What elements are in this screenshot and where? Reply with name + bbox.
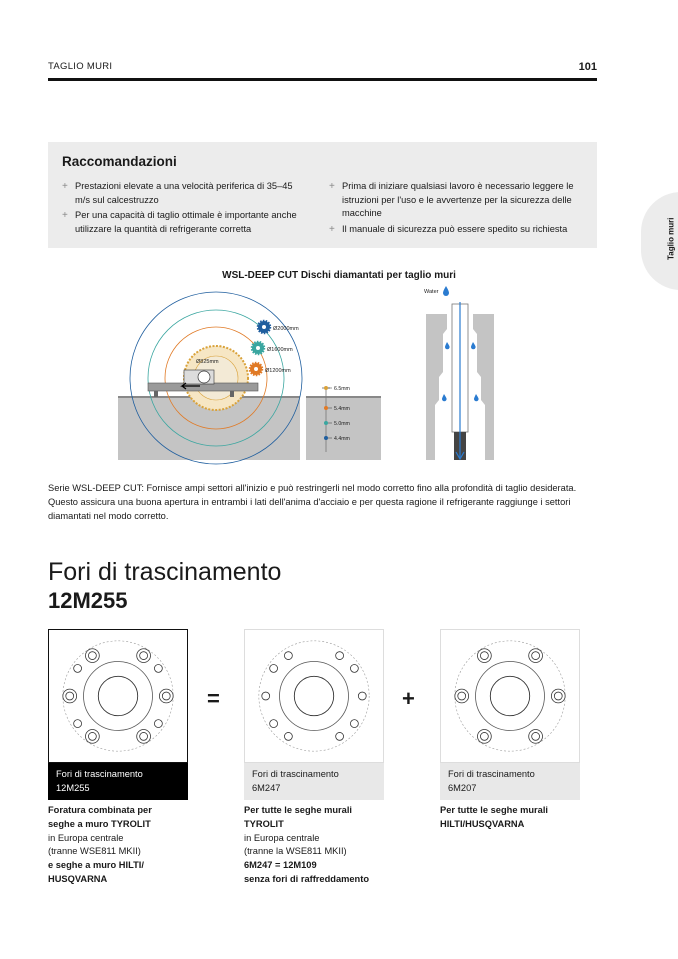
card-12m255[interactable] xyxy=(48,629,188,800)
plus-sign: + xyxy=(402,686,415,711)
card-label: Fori di trascinamento 6M207 xyxy=(440,763,580,800)
label-d1200: Ø1200mm xyxy=(265,368,291,374)
concrete-surface xyxy=(306,396,381,398)
recommendation-item: + Prima di iniziare qualsiasi lavoro è necessario leggere le istruzioni per l'uso e le avvertenze per la sicurezza delle macchine xyxy=(329,180,591,221)
drive-holes-6m247 xyxy=(244,629,384,763)
card-description-6m247: Per tutte le seghe murali TYROLIT in Europa centrale (tranne la WSE811 MKII) 6M247 = 12M109 senza fori di raffreddamento xyxy=(244,805,370,884)
gear-icon-2000 xyxy=(258,321,270,333)
label-d1600: Ø1600mm xyxy=(267,347,293,353)
rail-foot xyxy=(154,391,158,397)
water-label: Water xyxy=(424,289,439,295)
rail-foot xyxy=(230,391,234,397)
label-t50: 5.0mm xyxy=(334,421,350,427)
card-6m207[interactable] xyxy=(440,629,580,800)
recommendations-left xyxy=(62,180,307,238)
description-paragraph: Serie WSL-DEEP CUT: Fornisce ampi settori all'inizio e può restringerli nel modo corretto fino alla profondità di taglio desiderata. Questo assicura una buona apertura in entrambi i lati dell'anima d'acciaio e per questa ragione il refrigerante raggiunge i settori diamantati nel modo corretto. xyxy=(48,483,577,522)
side-tab-label: Taglio muri xyxy=(666,217,676,260)
label-d825: Ø825mm xyxy=(196,359,219,365)
page-header xyxy=(48,61,597,81)
label-t44: 4.4mm xyxy=(334,436,350,442)
recommendations-right xyxy=(329,180,591,238)
recommendations-title: Raccomandazioni xyxy=(62,154,177,169)
card-description-6m207: Per tutte le seghe murali HILTI/HUSQVARNA xyxy=(440,805,548,829)
label-d2000: Ø2000mm xyxy=(273,326,299,332)
page-number: 101 xyxy=(578,61,597,73)
drive-holes-6m207 xyxy=(440,629,580,763)
card-6m247[interactable] xyxy=(244,629,384,800)
section-title: Fori di trascinamento xyxy=(48,558,282,586)
section-subtitle: 12M255 xyxy=(48,588,128,613)
water-drop-icon xyxy=(443,286,449,296)
label-t65: 6.5mm xyxy=(334,386,350,392)
saw-hub xyxy=(198,371,210,383)
recommendation-item: + Per una capacità di taglio ottimale è importante anche utilizzare la quantità di refrigerante corretta xyxy=(62,209,307,236)
card-label: Fori di trascinamento 6M247 xyxy=(244,763,384,800)
recommendation-item: + Prestazioni elevate a una velocità periferica di 35–45 m/s sul calcestruzzo xyxy=(62,180,307,207)
diagram-title: WSL-DEEP CUT Dischi diamantati per taglio muri xyxy=(222,270,456,281)
label-t54: 5.4mm xyxy=(334,406,350,412)
drive-holes-12m255 xyxy=(48,629,188,763)
recommendation-item: + Il manuale di sicurezza può essere spedito su richiesta xyxy=(329,223,591,237)
card-description-12m255: Foratura combinata per seghe a muro TYROLIT in Europa centrale (tranne WSE811 MKII) e seghe a muro HILTI/ HUSQVARNA xyxy=(48,805,152,884)
section-name: TAGLIO MURI xyxy=(48,61,113,72)
equals-sign: = xyxy=(207,686,220,711)
recommendations-box xyxy=(48,142,597,248)
blade-diagram xyxy=(110,284,500,466)
card-label: Fori di trascinamento 12M255 xyxy=(48,763,188,800)
gear-icon-1200 xyxy=(250,363,262,375)
gear-icon-1600 xyxy=(252,342,264,354)
